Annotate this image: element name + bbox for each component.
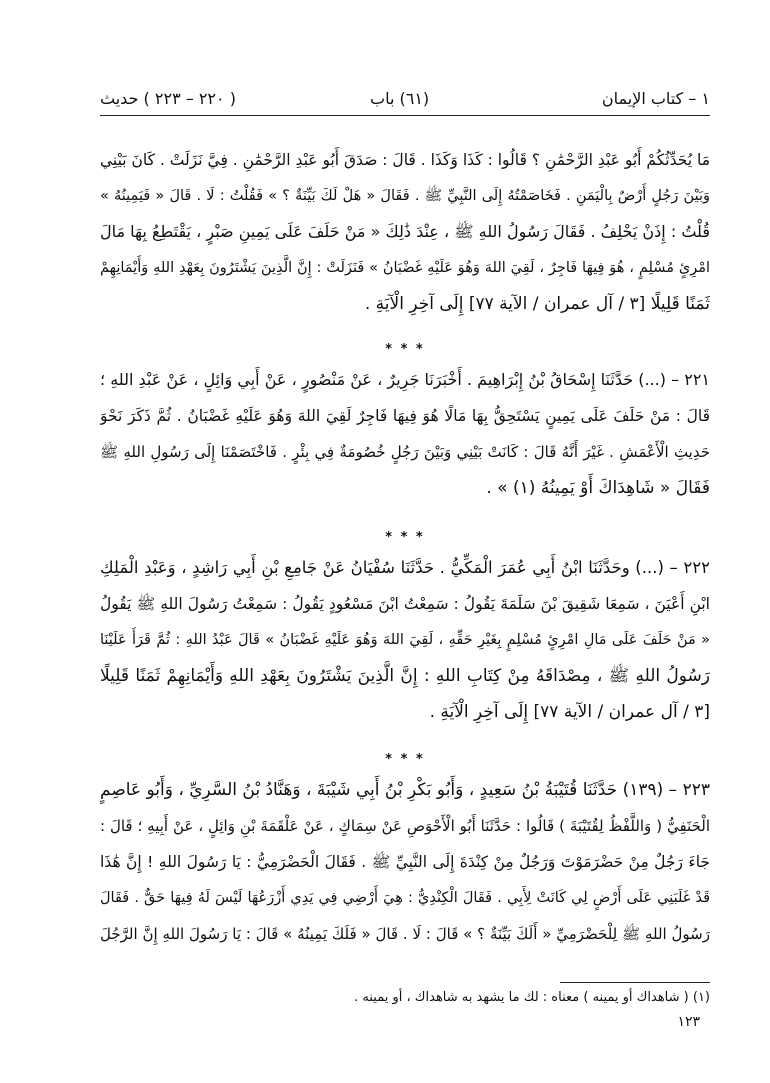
text-line: رَسُولُ اللهِ ﷺ لِلْحَضْرَمِيِّ « أَلَكَ بَيِّنَةٌ ؟ » قَالَ : لَا . قَالَ « فَلَكَ يَمِينُهُ » قَالَ : يَا رَسُولَ اللهِ إِنَّ الرَّجُلَ — [100, 925, 710, 943]
text-line: رَسُولُ اللهِ ﷺ ، مِصْدَاقَهُ مِنْ كِتَابِ اللهِ : إِنَّ الَّذِينَ يَشْتَرُونَ بِعَهْدِ اللهِ وَأَيْمَانِهِمْ ثَمَنًا قَلِيلًا — [100, 666, 710, 686]
text-line: قُلْتُ : إِذَنْ يَحْلِفُ . فَقَالَ رَسُولُ اللهِ ﷺ ، عِنْدَ ذَٰلِكَ « مَنْ حَلَفَ عَلَى يَمِينِ صَبْرٍ ، يَقْتَطِعُ بِهَا مَالَ — [100, 222, 710, 241]
header-chapter: (٦١) باب — [370, 89, 430, 108]
text-line: امْرِئٍ مُسْلِمٍ ، هُوَ فِيهَا فَاجِرٌ ، لَقِيَ اللهَ وَهُوَ عَلَيْهِ غَضْبَانُ » فَنَزَلَتْ : إِنَّ الَّذِينَ يَشْتَرُونَ بِعَهْدِ اللهِ وَأَيْمَانِهِمْ — [100, 260, 710, 276]
hadith-222 — [100, 550, 710, 730]
text-line: قَالَ : مَنْ حَلَفَ عَلَى يَمِينٍ يَسْتَحِقُّ بِهَا مَالًا هُوَ فِيهَا فَاجِرٌ لَقِيَ اللهَ وَهُوَ عَلَيْهِ غَضْبَانُ . ثُمَّ ذَكَرَ نَحْوَ — [100, 407, 710, 425]
footnote: (١) ( شاهداك أو يمينه ) معناه : لك ما يشهد به شاهداك ، أو يمينه . — [354, 990, 710, 1005]
text-line: جَاءَ رَجُلٌ مِنْ حَضْرَمَوْتَ وَرَجُلٌ مِنْ كِنْدَةَ إِلَى النَّبِيِّ ﷺ . فَقَالَ الْحَضْرَمِيُّ : يَا رَسُولَ اللهِ ! إِنَّ هَٰذَا — [100, 853, 710, 871]
text-line: وَبَيْنَ رَجُلٍ أَرْضٌ بِالْيَمَنِ . فَخَاصَمْتُهُ إِلَى النَّبِيِّ ﷺ . فَقَالَ « هَلْ لَكَ بَيِّنَةٌ ؟ » فَقُلْتُ : لَا . قَالَ « فَيَمِينُهُ » — [100, 188, 710, 204]
footnote-rule — [560, 982, 710, 983]
text-line: مَا يُحَدِّثُكُمْ أَبُو عَبْدِ الرَّحْمَٰنِ ؟ قَالُوا : كَذَا وَكَذَا . قَالَ : صَدَقَ أَبُو عَبْدِ الرَّحْمَٰنِ . فِيَّ نَزَلَتْ . كَانَ بَيْنِي — [100, 151, 710, 169]
header-rule — [100, 115, 710, 116]
text-line: ثَمَنًا قَلِيلًا [٣ / آل عمران / الآية ٧٧] إِلَى آخِرِ الْآيَةِ . — [364, 294, 710, 314]
hadith-223 — [100, 772, 710, 952]
hadith-221 — [100, 362, 710, 506]
section-separator: * * * — [385, 342, 425, 357]
text-line: « مَنْ حَلَفَ عَلَى مَالِ امْرِئٍ مُسْلِمٍ بِغَيْرِ حَقِّهِ ، لَقِيَ اللهَ وَهُوَ عَلَيْهِ غَضْبَانُ » قَالَ عَبْدُ اللهِ : ثُمَّ قَرَأَ عَلَيْنَا — [100, 632, 710, 648]
section-separator: * * * — [385, 752, 425, 767]
paragraph-continuation — [100, 142, 710, 322]
text-line: [٣ / آل عمران / الآية ٧٧] إِلَى آخِرِ الْآيَةِ . — [429, 702, 710, 722]
text-line: قَدْ غَلَبَنِي عَلَى أَرْضٍ لِي كَانَتْ لِأَبِي . فَقَالَ الْكِنْدِيُّ : هِيَ أَرْضِي فِي يَدِي أَزْرَعُهَا لَيْسَ لَهُ فِيهَا حَقٌّ . فَقَالَ — [100, 890, 710, 906]
section-separator: * * * — [385, 530, 425, 545]
text-line: ٢٢١ – (...) حَدَّثَنَا إِسْحَاقُ بْنُ إِبْرَاهِيمَ . أَخْبَرَنَا جَرِيرٌ ، عَنْ مَنْصُورٍ ، عَنْ أَبِي وَائِلٍ ، عَنْ عَبْدِ اللهِ ؛ — [100, 370, 710, 389]
text-line: ابْنِ أَعْيَنَ ، سَمِعَا شَقِيقَ بْنَ سَلَمَةَ يَقُولُ : سَمِعْتُ ابْنَ مَسْعُودٍ يَقُولُ : سَمِعْتُ رَسُولَ اللهِ ﷺ يَقُولُ — [100, 595, 710, 613]
header-hadith-range: ( ٢٢٠ – ٢٢٣ ) حديث — [100, 89, 236, 108]
text-line: ٢٢٢ – (...) وحَدَّثَنَا ابْنُ أَبِي عُمَرَ الْمَكِّيُّ . حَدَّثَنَا سُفْيَانُ عَنْ جَامِعِ بْنِ أَبِي رَاشِدٍ ، وَعَبْدِ الْمَلِكِ — [100, 558, 710, 577]
running-header — [100, 84, 710, 114]
text-line: ٢٢٣ – (١٣٩) حَدَّثَنَا قُتَيْبَةُ بْنُ سَعِيدٍ ، وَأَبُو بَكْرِ بْنُ أَبِي شَيْبَةَ ، وَهَنَّادُ بْنُ السَّرِيِّ ، وَأَبُو عَاصِمٍ — [100, 780, 710, 800]
header-book-title: ١ – كتاب الإيمان — [601, 89, 710, 108]
text-line: الْحَنَفِيُّ ( وَاللَّفْظُ لِقُتَيْبَةَ ) قَالُوا : حَدَّثَنَا أَبُو الْأَحْوَصِ عَنْ سِمَاكٍ ، عَنْ عَلْقَمَةَ بْنِ وَائِلٍ ، عَنْ أَبِيهِ ؛ قَالَ : — [100, 817, 710, 835]
text-line: حَدِيثِ الْأَعْمَشِ . غَيْرَ أَنَّهُ قَالَ : كَانَتْ بَيْنِي وَبَيْنَ رَجُلٍ خُصُومَةٌ فِي بِئْرٍ . فَاخْتَصَمْنَا إِلَى رَسُولِ اللهِ ﷺ — [100, 443, 710, 461]
text-line: فَقَالَ « شَاهِدَاكَ أَوْ يَمِينُهُ (١) » . — [486, 478, 710, 498]
page-number: ١٢٣ — [677, 1014, 700, 1030]
